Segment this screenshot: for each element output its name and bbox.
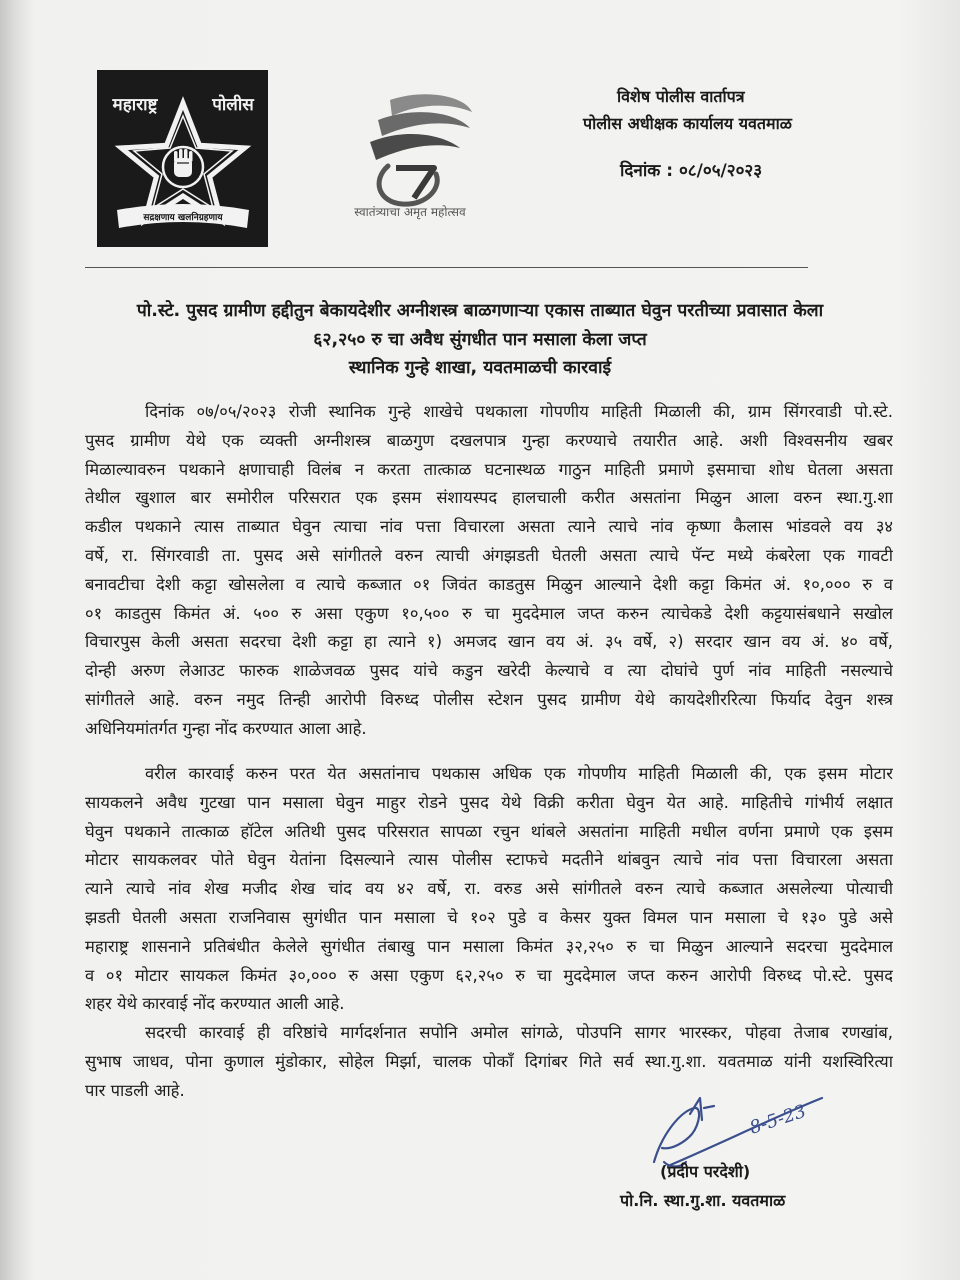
logo-motto: सद्रक्षणाय खलनिग्रहणाय <box>143 213 223 223</box>
body-line: अधिनियमांतर्गत गुन्हा नोंद करण्यात आला आहे. <box>85 718 367 738</box>
logo-center-caption: स्वातंत्र्याचा अमृत महोत्सव <box>354 205 466 219</box>
bulletin-title: विशेष पोलीस वार्तापत्र <box>617 87 745 106</box>
maharashtra-police-logo <box>97 70 268 247</box>
logo-right-word: पोलीस <box>212 95 254 115</box>
body-line: सायकलने अवैध गुटखा पान मसाला घेवुन माहुर रोडने पुसद येथे विक्री करीता घेवुन येत आहे. माहितीचे गांभीर्य लक्षात <box>85 792 893 812</box>
body-paragraph <box>85 398 893 744</box>
logo-left-word: महाराष्ट्र <box>112 95 158 115</box>
headline-line: स्थानिक गुन्हे शाखा, यवतमाळची कारवाई <box>348 358 612 378</box>
headline-line: ६२,२५० रु चा अवैध सुंगधीत पान मसाला केला जप्त <box>313 329 647 350</box>
body-line: दिनांक ०७/०५/२०२३ रोजी स्थानिक गुन्हे शाखेचे पथकाला गोपणीय माहिती मिळाली की, ग्राम सिंगरवाडी पो.स्टे. <box>145 402 893 421</box>
office-name: पोलीस अधीक्षक कार्यालय यवतमाळ <box>583 114 792 133</box>
body-line: बनावटीचा देशी कट्टा खोसलेला व त्याचे कब्जात ०१ जिवंत काडतुस मिळुन आल्याने देशी कट्टा किमंत अं. १०,००० रु व <box>85 574 893 594</box>
body-line: पुसद ग्रामीण येथे एक व्यक्ती अग्नीशस्त्र बाळगुण दखलपात्र गुन्हा करण्याचे तयारीत आहे. अशी विश्वसनीय खबर <box>85 430 893 450</box>
headline-line: पो.स्टे. पुसद ग्रामीण हद्दीतुन बेकायदेशीर अग्नीशस्त्र बाळगणाऱ्या एकास ताब्यात घेवुन परतीच्या प्रवासात केला <box>136 301 824 321</box>
body-line: पार पाडली आहे. <box>85 1080 185 1100</box>
body-line: महाराष्ट्र शासनाने प्रतिबंधीत केलेले सुगंधीत तंबाखु पान मसाला किमंत ३२,२५० रु चा मिळुन आल्याने सदरचा मुददेमाल <box>85 936 893 956</box>
signatory-designation: पो.नि. स्था.गु.शा. यवतमाळ <box>620 1191 786 1210</box>
body-line: झडती घेतली असता राजनिवास सुगंधीत पान मसाला चे १०२ पुडे व केसर युक्त विमल पान मसाला चे १३० पुडे असे <box>85 907 893 927</box>
body-line: सदरची कारवाई ही वरिष्ठांचे मार्गदर्शनात सपोनि अमोल सांगळे, पोउपनि सागर भारस्कर, पोहवा तेजाब रणखांब, <box>145 1023 893 1042</box>
body-line: वर्षे, रा. सिंगरवाडी ता. पुसद असे सांगीतले वरुन त्याची अंगझडती घेतली असता त्याचे पॅन्ट मध्ये कंबरेला एक गावटी <box>85 545 893 565</box>
body-line: मिळाल्यावरुन पथकाने क्षणाचाही विलंब न करता तात्काळ घटनास्थळ गाठुन माहिती प्रमाणे इसमाचा शोध घेतला असता <box>85 459 893 479</box>
issue-date: दिनांक : ०८/०५/२०२३ <box>620 161 763 181</box>
body-line: घेवुन पथकाने तात्काळ हॉटेल अतिथी पुसद परिसरात सापळा रचुन थांबले असतांना माहिती मधील वर्णना प्रमाणे एक इसम <box>85 821 893 841</box>
headline <box>70 297 890 383</box>
amrit-mahotsav-logo <box>330 88 490 228</box>
signatory-name: (प्रदीप परदेशी) <box>660 1162 751 1181</box>
body-line: सुभाष जाधव, पोना कुणाल मुंडोकार, सोहेल मिर्झा, चालक पोकाँ दिगांबर गिते सर्व स्था.गु.शा. यवतमाळ यांनी यशस्विरित्या <box>85 1051 893 1071</box>
header-divider <box>85 267 808 268</box>
body-line: तेथील खुशाल बार समोरील परिसरात एक इसम संशायस्पद हालचाली करीत असतांना मिळुन आला वरुन स्था.गु.शा <box>85 488 893 508</box>
body-line: दोन्ही अरुण लेआउट फारुक शाळेजवळ पुसद यांचे कडुन खरेदी केल्याचे व त्या दोघांचे पुर्ण नांव माहिती नसल्याचे <box>85 661 893 681</box>
handwritten-signature <box>640 1088 840 1170</box>
body-line: व ०१ मोटार सायकल किमंत ३०,००० रु असा एकुण ६२,२५० रु चा मुददेमाल जप्त करुन आरोपी विरुध्द पो.स्टे. पुसद <box>85 965 893 985</box>
body-line: शहर येथे कारवाई नोंद करण्यात आली आहे. <box>85 994 345 1014</box>
body-line: मोटार सायकलवर पोते घेवुन येतांना दिसल्याने त्यास पोलीस स्टाफचे मदतीने थांबवुन त्याचे नांव पत्ता विचारला असता <box>85 850 893 870</box>
body-line: त्याने त्याचे नांव शेख मजीद शेख चांद वय ४२ वर्षे, रा. वरुड असे सांगीतले वरुन त्याचे कब्जात असलेल्या पोत्याची <box>85 879 893 899</box>
body-line: ०१ काडतुस किमंत अं. ५०० रु असा एकुण १०,५०० रु चा मुददेमाल जप्त करुन त्याचेकडे देशी कट्टयासंबधाने सखोल <box>85 603 893 623</box>
body-paragraph <box>85 760 893 1019</box>
hand-emblem-icon <box>163 147 203 187</box>
body-line: कडील पथकाने त्यास ताब्यात घेवुन त्याचा नांव पत्ता विचारला असता त्याने त्याचे नांव कृष्णा कैलास भांडवले वय ३४ <box>85 517 893 537</box>
signature-date: 8-5-23 <box>747 1100 809 1139</box>
body-line: सांगीतले आहे. वरुन नमुद तिन्ही आरोपी विरुध्द पोलीस स्टेशन पुसद ग्रामीण येथे कायदेशीररित्या फिर्याद देवुन शस्त्र <box>85 689 893 709</box>
body-line: विचारपुस केली असता सदरचा देशी कट्टा हा त्याने १) अमजद खान वय अं. ३५ वर्षे, २) सरदार खान वय अं. ४० वर्षे, <box>85 632 893 652</box>
body-line: वरील कारवाई करुन परत येत असतांनाच पथकास अधिक एक गोपणीय माहिती मिळाली की, एक इसम मोटार <box>145 764 893 783</box>
